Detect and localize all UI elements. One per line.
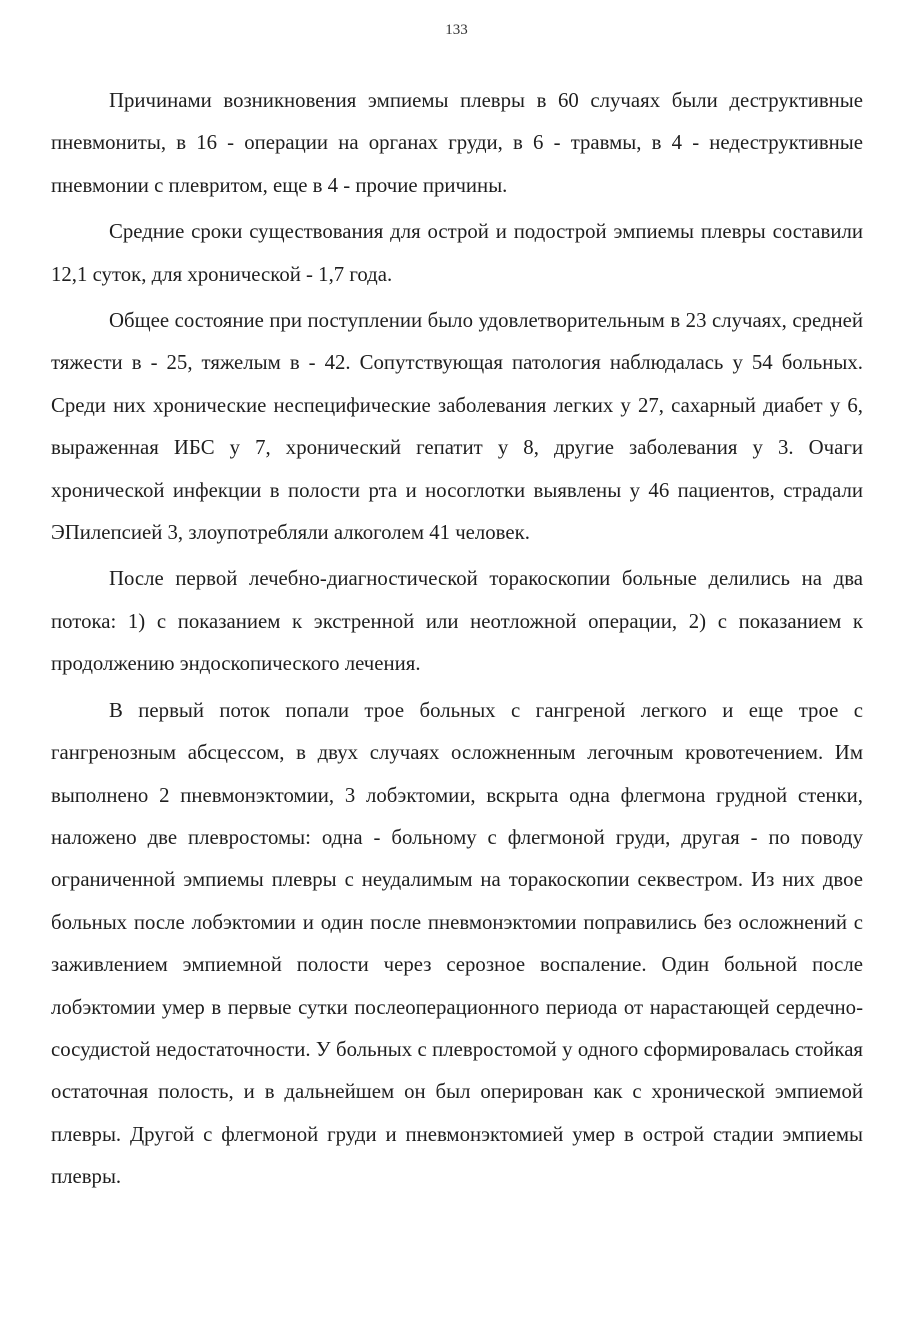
paragraph-duration: Средние сроки существования для острой и подострой эмпиемы плевры составили 12,1 суток, для хронической - 1,7 года. [51,220,863,286]
document-body [51,80,863,1203]
paragraph-first-stream: В первый поток попали трое больных с гангреной легкого и еще трое с гангренозным абсцессом, в двух случаях осложненным легочным кровотечением. Им выполнено 2 пневмонэктомии, 3 лобэктомии, вскрыта одна флегмона грудной стенки, наложено две плевростомы: одна - больному с флегмоной груди, другая - по поводу ограниченной эмпиемы плевры с неудалимым на торакоскопии секвестром. Из них двое больных после лобэктомии и один после пневмонэктомии поправились без осложнений с заживлением эмпиемной полости через серозное воспаление. Один больной после лобэктомии умер в первые сутки послеоперационного периода от нарастающей сердечно-сосудистой недостаточности. У больных с плевростомой у одного сформировалась стойкая остаточная полость, и в дальнейшем он был оперирован как с хронической эмпиемой плевры. Другой с флегмоной груди и пневмонэктомией умер в острой стадии эмпиемы плевры. [51,698,863,1189]
paragraph-empyema-causes: Причинами возникновения эмпиемы плевры в 60 случаях были деструктивные пневмониты, в 16 - операции на органах груди, в 6 - травмы, в 4 - недеструктивные пневмонии с плевритом, еще в 4 - прочие причины. [51,89,863,197]
page-number: 133 [445,22,468,38]
paragraph-general-condition: Общее состояние при поступлении было удовлетворительным в 23 случаях, средней тяжести в - 25, тяжелым в - 42. Сопутствующая патология наблюдалась у 54 больных. Среди них хронические неспецифические заболевания легких у 27, сахарный диабет у 6, выраженная ИБС у 7, хронический гепатит у 8, другие заболевания у 3. Очаги хронической инфекции в полости рта и носоглотки выявлены у 46 пациентов, страдали ЭПилепсией 3, злоупотребляли алкоголем 41 человек. [51,309,863,545]
paragraph-treatment-streams: После первой лечебно-диагностической торакоскопии больные делились на два потока: 1) с показанием к экстренной или неотложной операции, 2) с показанием к продолжению эндоскопического лечения. [51,567,863,676]
